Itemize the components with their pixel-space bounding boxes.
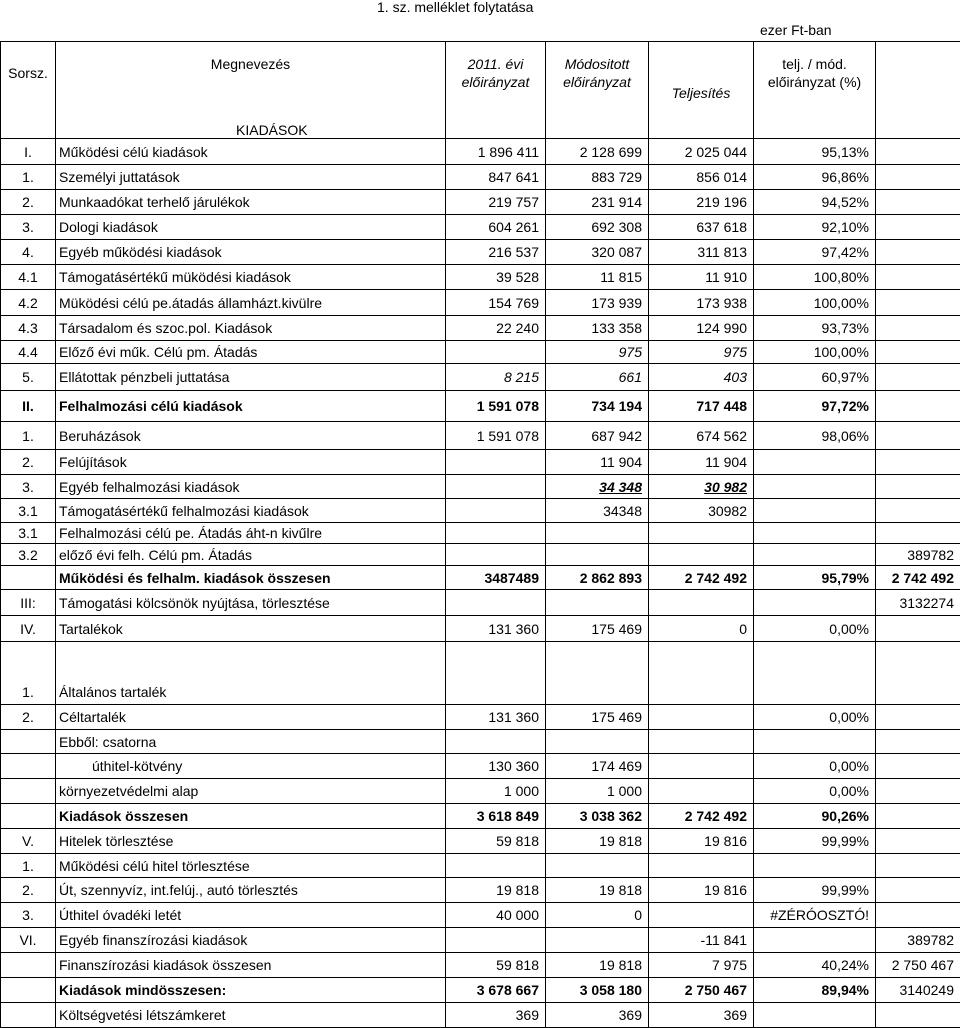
row-eloiranyzat-2011: 3 678 667: [446, 978, 546, 1003]
header-extra: [876, 42, 960, 105]
table-row: [1, 139, 960, 165]
row-number: 4.: [1, 240, 56, 265]
header-telj-mod-pct: telj. / mód. előirányzat (%): [754, 42, 876, 105]
row-percent: [754, 680, 876, 705]
row-eloiranyzat-2011: [446, 730, 546, 754]
row-name: Dologi kiadások: [56, 215, 446, 240]
row-modositott: 231 914: [546, 190, 649, 215]
row-eloiranyzat-2011: [446, 523, 546, 544]
row-eloiranyzat-2011: 131 360: [446, 616, 546, 642]
row-modositott: 369: [546, 1003, 649, 1028]
row-name: Út, szennyvíz, int.felúj., autó törlesztés: [56, 878, 446, 903]
row-number: [1, 730, 56, 754]
row-percent: [754, 475, 876, 499]
row-extra: [876, 364, 960, 391]
row-percent: [754, 523, 876, 544]
row-eloiranyzat-2011: [446, 590, 546, 616]
row-extra: [876, 165, 960, 190]
row-extra: 389782: [876, 544, 960, 566]
row-teljesites: 403: [649, 364, 754, 391]
row-extra: 389782: [876, 928, 960, 953]
row-modositott: 11 815: [546, 265, 649, 290]
row-eloiranyzat-2011: 3 618 849: [446, 804, 546, 829]
row-number: 2.: [1, 705, 56, 730]
row-name: előző évi felh. Célú pm. Átadás: [56, 544, 446, 566]
row-number: 3.: [1, 903, 56, 928]
row-number: II.: [1, 391, 56, 422]
row-percent: 95,79%: [754, 566, 876, 590]
row-modositott: 687 942: [546, 422, 649, 450]
row-percent: 96,86%: [754, 165, 876, 190]
row-teljesites: -11 841: [649, 928, 754, 953]
row-teljesites: [649, 903, 754, 928]
row-number: [1, 754, 56, 779]
row-percent: 60,97%: [754, 364, 876, 391]
table-row: [1, 391, 960, 422]
row-modositott: 883 729: [546, 165, 649, 190]
row-teljesites: [649, 730, 754, 754]
row-modositott: 2 862 893: [546, 566, 649, 590]
row-percent: [754, 1003, 876, 1028]
row-extra: [876, 139, 960, 165]
row-percent: [754, 499, 876, 523]
row-number: 3.1: [1, 499, 56, 523]
row-modositott: 34348: [546, 499, 649, 523]
row-number: 3.1: [1, 523, 56, 544]
row-eloiranyzat-2011: 19 818: [446, 878, 546, 903]
row-modositott: 0: [546, 903, 649, 928]
header-megnevezes: Megnevezés: [56, 42, 446, 105]
row-modositott: 19 818: [546, 953, 649, 978]
row-number: 3.: [1, 215, 56, 240]
row-name: Úthitel óvadéki letét: [56, 903, 446, 928]
row-name: Ebből: csatorna: [56, 730, 446, 754]
row-name: Működési és felhalm. kiadások összesen: [56, 566, 446, 590]
row-number: [1, 1003, 56, 1028]
unit-label: ezer Ft-ban: [760, 22, 832, 38]
row-extra: [876, 450, 960, 475]
row-extra: [876, 829, 960, 854]
row-eloiranyzat-2011: [446, 854, 546, 878]
row-percent: 100,00%: [754, 290, 876, 316]
row-teljesites: 369: [649, 1003, 754, 1028]
table-row: [1, 978, 960, 1003]
row-extra: 3132274: [876, 590, 960, 616]
row-percent: [754, 730, 876, 754]
row-teljesites: 311 813: [649, 240, 754, 265]
row-name: Egyéb működési kiadások: [56, 240, 446, 265]
row-eloiranyzat-2011: 131 360: [446, 705, 546, 730]
row-modositott: 1 000: [546, 779, 649, 804]
row-teljesites: 717 448: [649, 391, 754, 422]
row-name: Támogatásértékű felhalmozási kiadások: [56, 499, 446, 523]
page-title-bar: [0, 0, 960, 14]
table-row: [1, 829, 960, 854]
table-row: [1, 854, 960, 878]
table-row: [1, 240, 960, 265]
table-row: [1, 566, 960, 590]
row-number: [1, 566, 56, 590]
row-number: 2.: [1, 450, 56, 475]
row-extra: [876, 730, 960, 754]
row-eloiranyzat-2011: [446, 341, 546, 364]
row-number: 5.: [1, 364, 56, 391]
row-percent: [754, 928, 876, 953]
table-row: [1, 730, 960, 754]
row-percent: 95,13%: [754, 139, 876, 165]
row-modositott: 320 087: [546, 240, 649, 265]
row-modositott: 11 904: [546, 450, 649, 475]
row-eloiranyzat-2011: [446, 544, 546, 566]
row-number: 4.1: [1, 265, 56, 290]
row-number: 2.: [1, 878, 56, 903]
row-name: Finanszírozási kiadások összesen: [56, 953, 446, 978]
row-percent: 97,72%: [754, 391, 876, 422]
row-teljesites: 2 742 492: [649, 566, 754, 590]
row-teljesites: 19 816: [649, 878, 754, 903]
row-eloiranyzat-2011: 1 000: [446, 779, 546, 804]
row-eloiranyzat-2011: 22 240: [446, 316, 546, 341]
row-teljesites: [649, 754, 754, 779]
row-name: Támogatásértékű müködési kiadások: [56, 265, 446, 290]
row-extra: [876, 391, 960, 422]
table-row: [1, 928, 960, 953]
table-row: [1, 754, 960, 779]
row-name: Egyéb felhalmozási kiadások: [56, 475, 446, 499]
header-row: [1, 42, 960, 105]
table-row: [1, 903, 960, 928]
row-extra: [876, 804, 960, 829]
row-teljesites: [649, 544, 754, 566]
row-name: Céltartalék: [56, 705, 446, 730]
header-teljesites: Teljesítés: [649, 42, 754, 105]
row-percent: [754, 590, 876, 616]
row-number: V.: [1, 829, 56, 854]
row-name: Tartalékok: [56, 616, 446, 642]
row-eloiranyzat-2011: 40 000: [446, 903, 546, 928]
row-teljesites: 2 025 044: [649, 139, 754, 165]
table-row: [1, 705, 960, 730]
row-name: Felhalmozási célú kiadások: [56, 391, 446, 422]
row-percent: 90,26%: [754, 804, 876, 829]
row-extra: 2 750 467: [876, 953, 960, 978]
row-extra: [876, 290, 960, 316]
row-extra: [876, 265, 960, 290]
row-number: 4.3: [1, 316, 56, 341]
table-row: [1, 190, 960, 215]
table-row: [1, 523, 960, 544]
row-name: Általános tartalék: [56, 680, 446, 705]
row-percent: 0,00%: [754, 705, 876, 730]
row-percent: #ZÉRÓOSZTÓ!: [754, 903, 876, 928]
row-percent: 0,00%: [754, 754, 876, 779]
row-percent: 98,06%: [754, 422, 876, 450]
row-teljesites: [649, 779, 754, 804]
row-teljesites: [649, 705, 754, 730]
row-number: 1.: [1, 680, 56, 705]
row-teljesites: 11 910: [649, 265, 754, 290]
row-teljesites: 219 196: [649, 190, 754, 215]
row-number: 1.: [1, 854, 56, 878]
row-modositott: [546, 544, 649, 566]
row-percent: [754, 544, 876, 566]
row-name: Kiadások összesen: [56, 804, 446, 829]
row-percent: 99,99%: [754, 829, 876, 854]
row-eloiranyzat-2011: [446, 450, 546, 475]
row-percent: [754, 450, 876, 475]
table-row: [1, 215, 960, 240]
header-modositott-eloiranyzat: Módositott előirányzat: [546, 42, 649, 105]
row-name: Működési célú kiadások: [56, 139, 446, 165]
row-modositott: [546, 928, 649, 953]
row-modositott: 3 038 362: [546, 804, 649, 829]
row-modositott: [546, 680, 649, 705]
row-number: [1, 978, 56, 1003]
row-name: Társadalom és szoc.pol. Kiadások: [56, 316, 446, 341]
row-modositott: 734 194: [546, 391, 649, 422]
row-percent: 40,24%: [754, 953, 876, 978]
table-row: [1, 1003, 960, 1028]
row-number: 2.: [1, 190, 56, 215]
row-percent: 97,42%: [754, 240, 876, 265]
row-extra: [876, 190, 960, 215]
row-name: Kiadások mindösszesen:: [56, 978, 446, 1003]
table-row: [1, 499, 960, 523]
row-modositott: 2 128 699: [546, 139, 649, 165]
row-teljesites: 856 014: [649, 165, 754, 190]
row-eloiranyzat-2011: 130 360: [446, 754, 546, 779]
table-row: [1, 616, 960, 642]
row-modositott: 173 939: [546, 290, 649, 316]
row-teljesites: 124 990: [649, 316, 754, 341]
row-extra: [876, 475, 960, 499]
row-modositott: 3 058 180: [546, 978, 649, 1003]
row-percent: 89,94%: [754, 978, 876, 1003]
row-extra: [876, 680, 960, 705]
row-extra: 3140249: [876, 978, 960, 1003]
row-eloiranyzat-2011: 604 261: [446, 215, 546, 240]
row-modositott: 175 469: [546, 705, 649, 730]
row-percent: 0,00%: [754, 616, 876, 642]
row-modositott: 19 818: [546, 878, 649, 903]
row-name: Előző évi műk. Célú pm. Átadás: [56, 341, 446, 364]
header-2011-eloiranyzat: 2011. évi előirányzat: [446, 42, 546, 105]
row-teljesites: 2 750 467: [649, 978, 754, 1003]
row-teljesites: [649, 523, 754, 544]
row-eloiranyzat-2011: [446, 680, 546, 705]
row-extra: [876, 316, 960, 341]
row-teljesites: 30 982: [649, 475, 754, 499]
row-percent: 99,99%: [754, 878, 876, 903]
row-eloiranyzat-2011: 59 818: [446, 953, 546, 978]
row-modositott: 19 818: [546, 829, 649, 854]
row-name: úthitel-kötvény: [56, 754, 446, 779]
table-row: [1, 165, 960, 190]
row-number: 3.: [1, 475, 56, 499]
table-row: [1, 265, 960, 290]
row-eloiranyzat-2011: 39 528: [446, 265, 546, 290]
spacer-row: [1, 642, 960, 681]
header-sorsz: Sorsz.: [1, 42, 56, 105]
table-row: [1, 290, 960, 316]
row-percent: 92,10%: [754, 215, 876, 240]
row-teljesites: 674 562: [649, 422, 754, 450]
row-name: Felújítások: [56, 450, 446, 475]
row-extra: [876, 754, 960, 779]
table-row: [1, 475, 960, 499]
header-kiadasok: KIADÁSOK: [56, 104, 446, 139]
row-name: Felhalmozási célú pe. Átadás áht-n kivűlre: [56, 523, 446, 544]
row-teljesites: [649, 854, 754, 878]
table-row: [1, 544, 960, 566]
row-modositott: 174 469: [546, 754, 649, 779]
row-eloiranyzat-2011: 3487489: [446, 566, 546, 590]
row-eloiranyzat-2011: 1 591 078: [446, 422, 546, 450]
row-teljesites: 7 975: [649, 953, 754, 978]
row-number: [1, 804, 56, 829]
row-eloiranyzat-2011: [446, 475, 546, 499]
row-extra: [876, 1003, 960, 1028]
row-modositott: [546, 854, 649, 878]
row-number: 4.4: [1, 341, 56, 364]
expenditure-table: [0, 41, 960, 1028]
row-percent: 93,73%: [754, 316, 876, 341]
row-number: 1.: [1, 422, 56, 450]
table-row: [1, 804, 960, 829]
table-row: [1, 422, 960, 450]
row-eloiranyzat-2011: 8 215: [446, 364, 546, 391]
row-extra: [876, 499, 960, 523]
row-extra: [876, 616, 960, 642]
row-eloiranyzat-2011: 847 641: [446, 165, 546, 190]
row-extra: [876, 240, 960, 265]
row-name: környezetvédelmi alap: [56, 779, 446, 804]
row-extra: [876, 779, 960, 804]
row-teljesites: 11 904: [649, 450, 754, 475]
row-name: Hitelek törlesztése: [56, 829, 446, 854]
row-percent: [754, 854, 876, 878]
row-number: I.: [1, 139, 56, 165]
row-modositott: 661: [546, 364, 649, 391]
row-teljesites: 173 938: [649, 290, 754, 316]
row-extra: [876, 422, 960, 450]
row-number: IV.: [1, 616, 56, 642]
row-name: Müködési célú pe.átadás államházt.kivülre: [56, 290, 446, 316]
row-name: Munkaadókat terhelő járulékok: [56, 190, 446, 215]
row-eloiranyzat-2011: 1 896 411: [446, 139, 546, 165]
table-row: [1, 680, 960, 705]
row-teljesites: [649, 590, 754, 616]
row-extra: [876, 903, 960, 928]
table-row: [1, 364, 960, 391]
row-number: [1, 953, 56, 978]
row-modositott: 692 308: [546, 215, 649, 240]
row-teljesites: 637 618: [649, 215, 754, 240]
row-name: Egyéb finanszírozási kiadások: [56, 928, 446, 953]
row-teljesites: 30982: [649, 499, 754, 523]
row-extra: [876, 523, 960, 544]
page-title: 1. sz. melléklet folytatása: [377, 0, 533, 14]
row-number: 3.2: [1, 544, 56, 566]
row-eloiranyzat-2011: [446, 928, 546, 953]
row-eloiranyzat-2011: 59 818: [446, 829, 546, 854]
table-row: [1, 450, 960, 475]
row-percent: 100,00%: [754, 341, 876, 364]
row-name: Ellátottak pénzbeli juttatása: [56, 364, 446, 391]
row-teljesites: 2 742 492: [649, 804, 754, 829]
row-eloiranyzat-2011: 219 757: [446, 190, 546, 215]
row-extra: [876, 878, 960, 903]
row-teljesites: [649, 680, 754, 705]
row-extra: [876, 215, 960, 240]
table-row: [1, 316, 960, 341]
header-row-kiadasok: [1, 104, 960, 139]
row-name: Személyi juttatások: [56, 165, 446, 190]
row-modositott: 975: [546, 341, 649, 364]
row-extra: 2 742 492: [876, 566, 960, 590]
row-number: [1, 779, 56, 804]
row-teljesites: 975: [649, 341, 754, 364]
row-name: Támogatási kölcsönök nyújtása, törlesztése: [56, 590, 446, 616]
row-percent: 94,52%: [754, 190, 876, 215]
row-percent: 0,00%: [754, 779, 876, 804]
row-extra: [876, 854, 960, 878]
table-row: [1, 590, 960, 616]
row-modositott: [546, 590, 649, 616]
row-eloiranyzat-2011: 216 537: [446, 240, 546, 265]
row-modositott: [546, 730, 649, 754]
row-eloiranyzat-2011: 369: [446, 1003, 546, 1028]
table-row: [1, 878, 960, 903]
table-row: [1, 953, 960, 978]
row-number: 4.2: [1, 290, 56, 316]
row-eloiranyzat-2011: [446, 499, 546, 523]
row-number: 1.: [1, 165, 56, 190]
row-eloiranyzat-2011: 154 769: [446, 290, 546, 316]
row-name: Működési célú hitel törlesztése: [56, 854, 446, 878]
table-row: [1, 779, 960, 804]
row-modositott: 175 469: [546, 616, 649, 642]
row-extra: [876, 341, 960, 364]
row-teljesites: 19 816: [649, 829, 754, 854]
row-number: III:: [1, 590, 56, 616]
row-name: Beruházások: [56, 422, 446, 450]
row-number: VI.: [1, 928, 56, 953]
row-modositott: [546, 523, 649, 544]
row-percent: 100,80%: [754, 265, 876, 290]
row-name: Költségvetési létszámkeret: [56, 1003, 446, 1028]
table-row: [1, 341, 960, 364]
row-modositott: 133 358: [546, 316, 649, 341]
row-modositott: 34 348: [546, 475, 649, 499]
row-teljesites: 0: [649, 616, 754, 642]
row-eloiranyzat-2011: 1 591 078: [446, 391, 546, 422]
row-extra: [876, 705, 960, 730]
